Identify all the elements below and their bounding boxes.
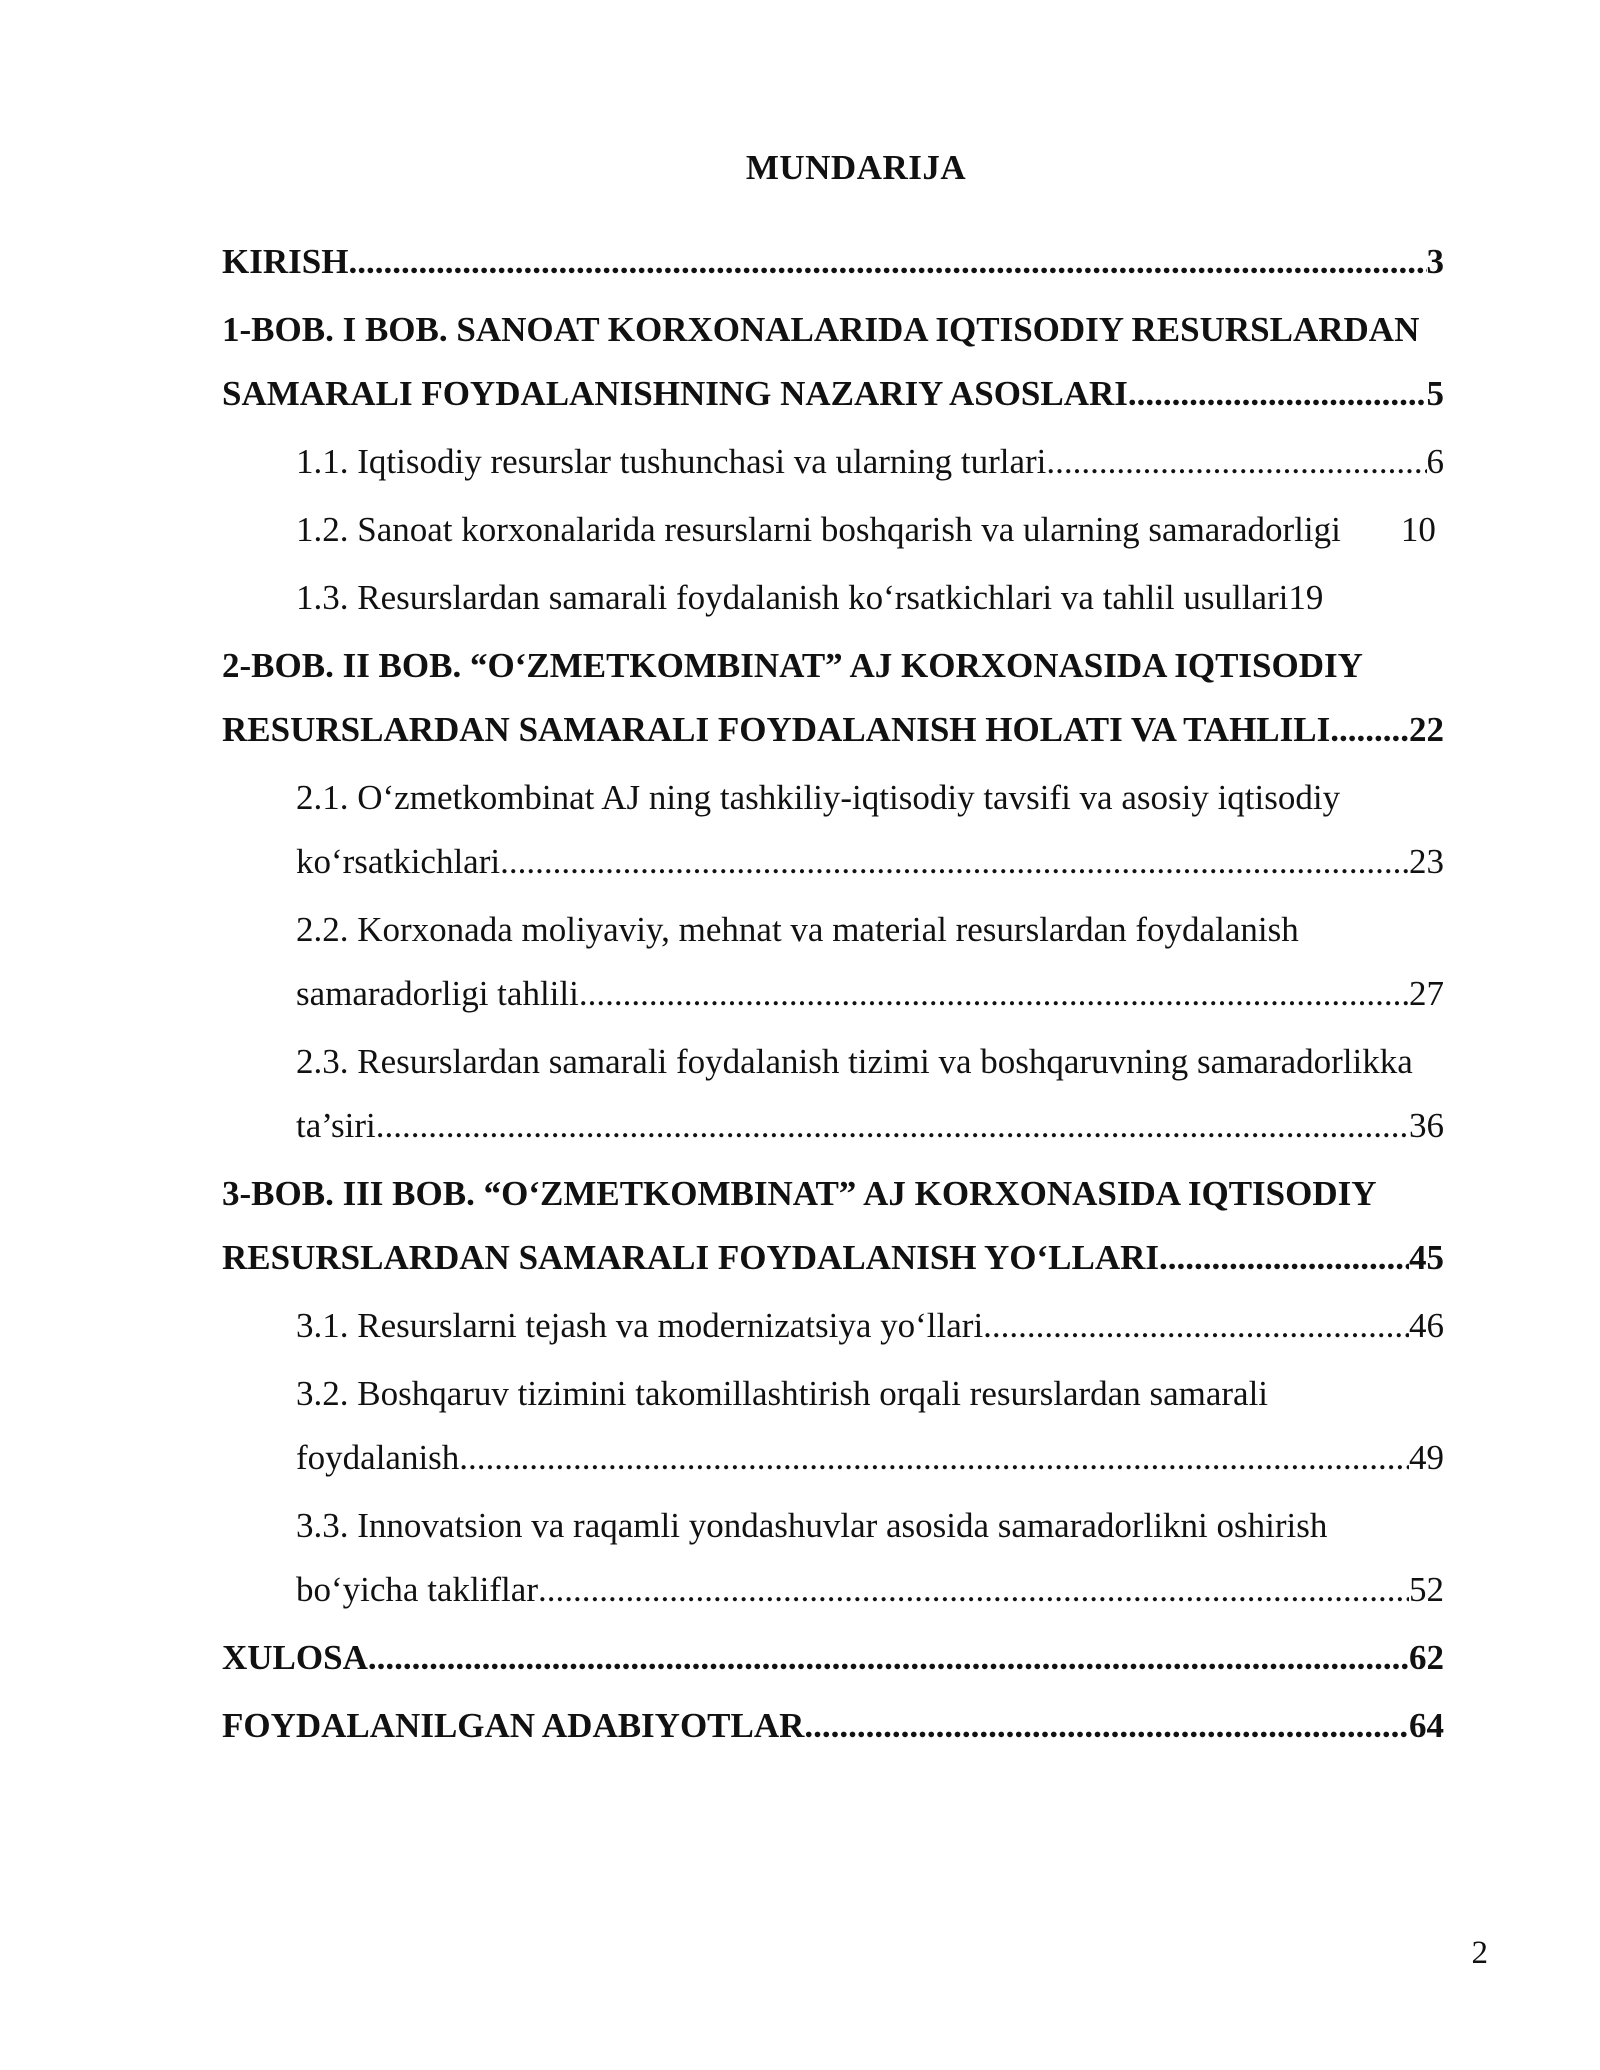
toc-entry-line — [222, 1626, 1444, 1690]
dot-leader — [500, 830, 1409, 894]
toc-entry-title-line-1: 1-BOB. I BOB. SANOAT KORXONALARIDA IQTISODIY RESURSLARDAN — [222, 310, 1420, 349]
toc-entry-line — [296, 830, 1444, 894]
toc-entry-title: ko‘rsatkichlari — [296, 842, 501, 881]
toc-entry-section-2-1[interactable] — [296, 766, 1444, 894]
toc-entry-section-3-1[interactable] — [296, 1294, 1444, 1358]
dot-leader — [348, 230, 1426, 294]
toc-entry-line — [296, 498, 1526, 562]
toc-page-number: 27 — [1409, 974, 1444, 1013]
toc-entry-chapter-1[interactable] — [222, 298, 1444, 426]
toc-entry-line — [296, 430, 1444, 494]
toc-entry-line — [296, 1094, 1444, 1158]
dot-leader — [579, 962, 1409, 1026]
toc-page-number: 46 — [1409, 1306, 1444, 1345]
dot-leader — [1330, 698, 1409, 762]
toc-entry-line — [296, 962, 1444, 1026]
toc-entry-title: bo‘yicha takliflar — [296, 1570, 538, 1609]
toc-entry-section-3-3[interactable] — [296, 1494, 1444, 1622]
toc-entry-chapter-3[interactable] — [222, 1162, 1444, 1290]
dot-leader — [983, 1294, 1409, 1358]
toc-entry-line — [222, 230, 1444, 294]
toc-entry-title: RESURSLARDAN SAMARALI FOYDALANISH HOLATI VA TAHLILI — [222, 710, 1331, 749]
toc-entry-title-line-1: 2.3. Resurslardan samarali foydalanish tizimi va boshqaruvning samaradorlikka — [296, 1042, 1413, 1081]
toc-entry-line — [222, 1226, 1444, 1290]
page-title: MUNDARIJA — [745, 148, 967, 187]
dot-leader — [1128, 362, 1427, 426]
toc-entry-title: foydalanish — [296, 1438, 460, 1477]
toc-page-number: 3 — [1426, 242, 1444, 281]
toc-entry-title: XULOSA — [222, 1638, 368, 1677]
toc-entry-title: 1.1. Iqtisodiy resurslar tushunchasi va ularning turlari — [296, 442, 1047, 481]
toc-entry-title: 1.2. Sanoat korxonalarida resurslarni boshqarish va ularning samaradorligi — [296, 510, 1341, 549]
toc-entry-title-line-1: 3-BOB. III BOB. “O‘ZMETKOMBINAT” AJ KORXONASIDA IQTISODIY — [222, 1174, 1377, 1213]
dot-leader — [1046, 430, 1426, 494]
toc-page-number: 22 — [1409, 710, 1444, 749]
toc-page-number: 52 — [1409, 1570, 1444, 1609]
toc-entry-line — [296, 566, 1444, 630]
toc-page-number: 19 — [1288, 578, 1324, 617]
toc-page-number: 45 — [1409, 1238, 1444, 1277]
dot-leader — [368, 1626, 1409, 1690]
toc-entry-title: KIRISH — [222, 242, 349, 281]
toc-entry-line — [296, 1558, 1444, 1622]
toc-entry-title-line-1: 3.3. Innovatsion va raqamli yondashuvlar asosida samaradorlikni oshirish — [296, 1506, 1328, 1545]
toc-entry-title-line-1: 3.2. Boshqaruv tizimini takomillashtirish orqali resurslardan samarali — [296, 1374, 1269, 1413]
dot-leader — [376, 1094, 1409, 1158]
dot-leader — [804, 1694, 1409, 1758]
toc-entry-title: 3.1. Resurslarni tejash va modernizatsiya yo‘llari — [296, 1306, 984, 1345]
toc-entry-title: samaradorligi tahlili — [296, 974, 579, 1013]
dot-leader — [459, 1426, 1409, 1490]
toc-entry-line — [222, 1694, 1444, 1758]
toc-page-number: 23 — [1409, 842, 1444, 881]
toc-entry-title-line-1: 2.1. O‘zmetkombinat AJ ning tashkiliy-iqtisodiy tavsifi va asosiy iqtisodiy — [296, 778, 1341, 817]
toc-entry-line — [222, 362, 1444, 426]
dot-leader — [538, 1558, 1409, 1622]
toc-entry-title: SAMARALI FOYDALANISHNING NAZARIY ASOSLARI — [222, 374, 1128, 413]
toc-entry-title: RESURSLARDAN SAMARALI FOYDALANISH YO‘LLARI — [222, 1238, 1160, 1277]
toc-entry-chapter-2[interactable] — [222, 634, 1444, 762]
toc-entry-line — [296, 1294, 1444, 1358]
toc-page-number: 10 — [1400, 510, 1436, 549]
toc-page-number: 5 — [1426, 374, 1444, 413]
toc-entry-section-2-2[interactable] — [296, 898, 1444, 1026]
toc-page-number: 6 — [1426, 442, 1444, 481]
toc-entry-xulosa[interactable] — [222, 1626, 1444, 1690]
dot-leader — [1159, 1226, 1409, 1290]
toc-entry-kirish[interactable] — [222, 230, 1444, 294]
toc-entry-section-3-2[interactable] — [296, 1362, 1444, 1490]
toc-entry-section-1-1[interactable] — [296, 430, 1444, 494]
toc-entry-title: 1.3. Resurslardan samarali foydalanish ko‘rsatkichlari va tahlil usullari — [296, 578, 1289, 617]
toc-entry-title-line-1: 2.2. Korxonada moliyaviy, mehnat va material resurslardan foydalanish — [296, 910, 1299, 949]
toc-entry-title-line-1: 2-BOB. II BOB. “O‘ZMETKOMBINAT” AJ KORXONASIDA IQTISODIY — [222, 646, 1363, 685]
toc-entry-adabiyotlar[interactable] — [222, 1694, 1444, 1758]
toc-page-number: 62 — [1409, 1638, 1444, 1677]
toc-entry-section-1-3[interactable] — [296, 566, 1444, 630]
toc-entry-section-1-2[interactable] — [296, 498, 1526, 562]
toc-page-number: 49 — [1409, 1438, 1444, 1477]
toc-page-number: 64 — [1409, 1706, 1444, 1745]
toc-entry-line — [296, 1426, 1444, 1490]
toc-entry-line — [222, 698, 1444, 762]
toc-entry-title: FOYDALANILGAN ADABIYOTLAR — [222, 1706, 805, 1745]
toc-page-number: 36 — [1409, 1106, 1444, 1145]
toc-entry-section-2-3[interactable] — [296, 1030, 1444, 1158]
toc-entry-title: ta’siri — [296, 1106, 376, 1145]
page-number: 2 — [1471, 1935, 1488, 1971]
